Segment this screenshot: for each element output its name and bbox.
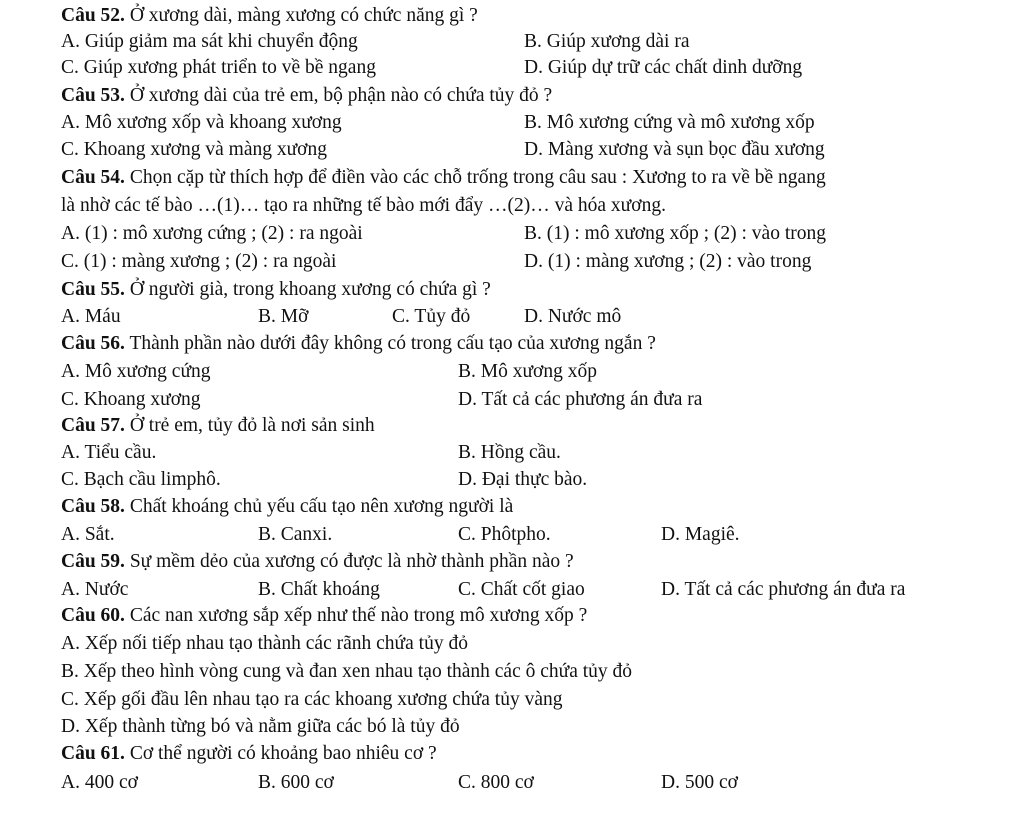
- question-52: [61, 6, 478, 26]
- option-b: B. Canxi.: [258, 524, 333, 545]
- question-text: Chất khoáng chủ yếu cấu tạo nên xương người là: [124, 496, 514, 517]
- option-a: A. (1) : mô xương cứng ; (2) : ra ngoài: [61, 223, 363, 244]
- option-c: C. 800 cơ: [458, 772, 534, 793]
- question-59: [61, 552, 574, 572]
- option-c: C. Xếp gối đầu lên nhau tạo ra các khoang xương chứa tủy vàng: [61, 689, 563, 710]
- option-c: C. Chất cốt giao: [458, 579, 585, 600]
- option-b: B. Giúp xương dài ra: [524, 31, 690, 52]
- question-number: Câu 60.: [61, 605, 125, 626]
- option-a: A. Mô xương cứng: [61, 361, 211, 382]
- question-53: [61, 86, 552, 106]
- option-d: D. Nước mô: [524, 306, 622, 327]
- option-b: B. Mô xương xốp: [458, 361, 597, 382]
- question-number: Câu 55.: [61, 279, 125, 300]
- question-text: Các nan xương sắp xếp như thế nào trong mô xương xốp ?: [124, 605, 588, 626]
- question-text-continued: là nhờ các tế bào …(1)… tạo ra những tế bào mới đẩy …(2)… và hóa xương.: [61, 195, 666, 216]
- question-text: Sự mềm dẻo của xương có được là nhờ thành phần nào ?: [124, 551, 574, 572]
- option-b: B. 600 cơ: [258, 772, 334, 793]
- question-text: Chọn cặp từ thích hợp để điền vào các chỗ trống trong câu sau : Xương to ra về bề ngang: [124, 167, 826, 188]
- option-c: C. Phôtpho.: [458, 524, 551, 545]
- question-number: Câu 56.: [61, 333, 125, 354]
- question-60: [61, 606, 587, 626]
- option-c: C. Tủy đỏ: [392, 306, 471, 327]
- option-a: A. Giúp giảm ma sát khi chuyển động: [61, 31, 358, 52]
- question-58: [61, 497, 513, 517]
- question-number: Câu 58.: [61, 496, 125, 517]
- option-d: D. Giúp dự trữ các chất dinh dưỡng: [524, 57, 803, 78]
- question-57: [61, 416, 375, 436]
- option-a: A. Mô xương xốp và khoang xương: [61, 112, 342, 133]
- option-c: C. Bạch cầu limphô.: [61, 469, 221, 490]
- option-a: A. Tiểu cầu.: [61, 442, 157, 463]
- option-c: C. Khoang xương: [61, 389, 201, 410]
- option-d: D. Magiê.: [661, 524, 740, 545]
- question-number: Câu 53.: [61, 85, 125, 106]
- option-b: B. Xếp theo hình vòng cung và đan xen nhau tạo thành các ô chứa tủy đỏ: [61, 661, 633, 682]
- question-text: Ở trẻ em, tủy đỏ là nơi sản sinh: [124, 415, 375, 436]
- question-text: Ở xương dài của trẻ em, bộ phận nào có chứa tủy đỏ ?: [124, 85, 553, 106]
- option-d: D. Màng xương và sụn bọc đầu xương: [524, 139, 825, 160]
- option-d: D. (1) : màng xương ; (2) : vào trong: [524, 251, 812, 272]
- question-55: [61, 280, 491, 300]
- option-b: B. Mỡ: [258, 306, 309, 327]
- option-d: D. Đại thực bào.: [458, 469, 588, 490]
- option-c: C. (1) : màng xương ; (2) : ra ngoài: [61, 251, 337, 272]
- question-text: Cơ thể người có khoảng bao nhiêu cơ ?: [124, 743, 437, 764]
- option-b: B. Chất khoáng: [258, 579, 380, 600]
- option-a: A. 400 cơ: [61, 772, 138, 793]
- option-b: B. (1) : mô xương xốp ; (2) : vào trong: [524, 223, 826, 244]
- question-text: Ở xương dài, màng xương có chức năng gì ?: [124, 5, 478, 26]
- option-a: A. Sắt.: [61, 524, 115, 545]
- option-b: B. Mô xương cứng và mô xương xốp: [524, 112, 815, 133]
- option-c: C. Giúp xương phát triển to về bề ngang: [61, 57, 376, 78]
- question-text: Thành phần nào dưới đây không có trong cấu tạo của xương ngắn ?: [124, 333, 656, 354]
- question-number: Câu 61.: [61, 743, 125, 764]
- option-d: D. Tất cả các phương án đưa ra: [661, 579, 906, 600]
- option-c: C. Khoang xương và màng xương: [61, 139, 327, 160]
- question-number: Câu 52.: [61, 5, 125, 26]
- option-a: A. Máu: [61, 306, 121, 327]
- option-d: D. 500 cơ: [661, 772, 738, 793]
- option-d: D. Xếp thành từng bó và nằm giữa các bó là tủy đỏ: [61, 716, 460, 737]
- option-d: D. Tất cả các phương án đưa ra: [458, 389, 703, 410]
- question-56: [61, 334, 656, 354]
- option-a: A. Xếp nối tiếp nhau tạo thành các rãnh chứa tủy đỏ: [61, 633, 468, 654]
- option-a: A. Nước: [61, 579, 129, 600]
- question-61: [61, 744, 437, 764]
- question-number: Câu 54.: [61, 167, 125, 188]
- option-b: B. Hồng cầu.: [458, 442, 561, 463]
- question-number: Câu 59.: [61, 551, 125, 572]
- question-number: Câu 57.: [61, 415, 125, 436]
- question-text: Ở người già, trong khoang xương có chứa gì ?: [124, 279, 491, 300]
- question-54: [61, 168, 826, 188]
